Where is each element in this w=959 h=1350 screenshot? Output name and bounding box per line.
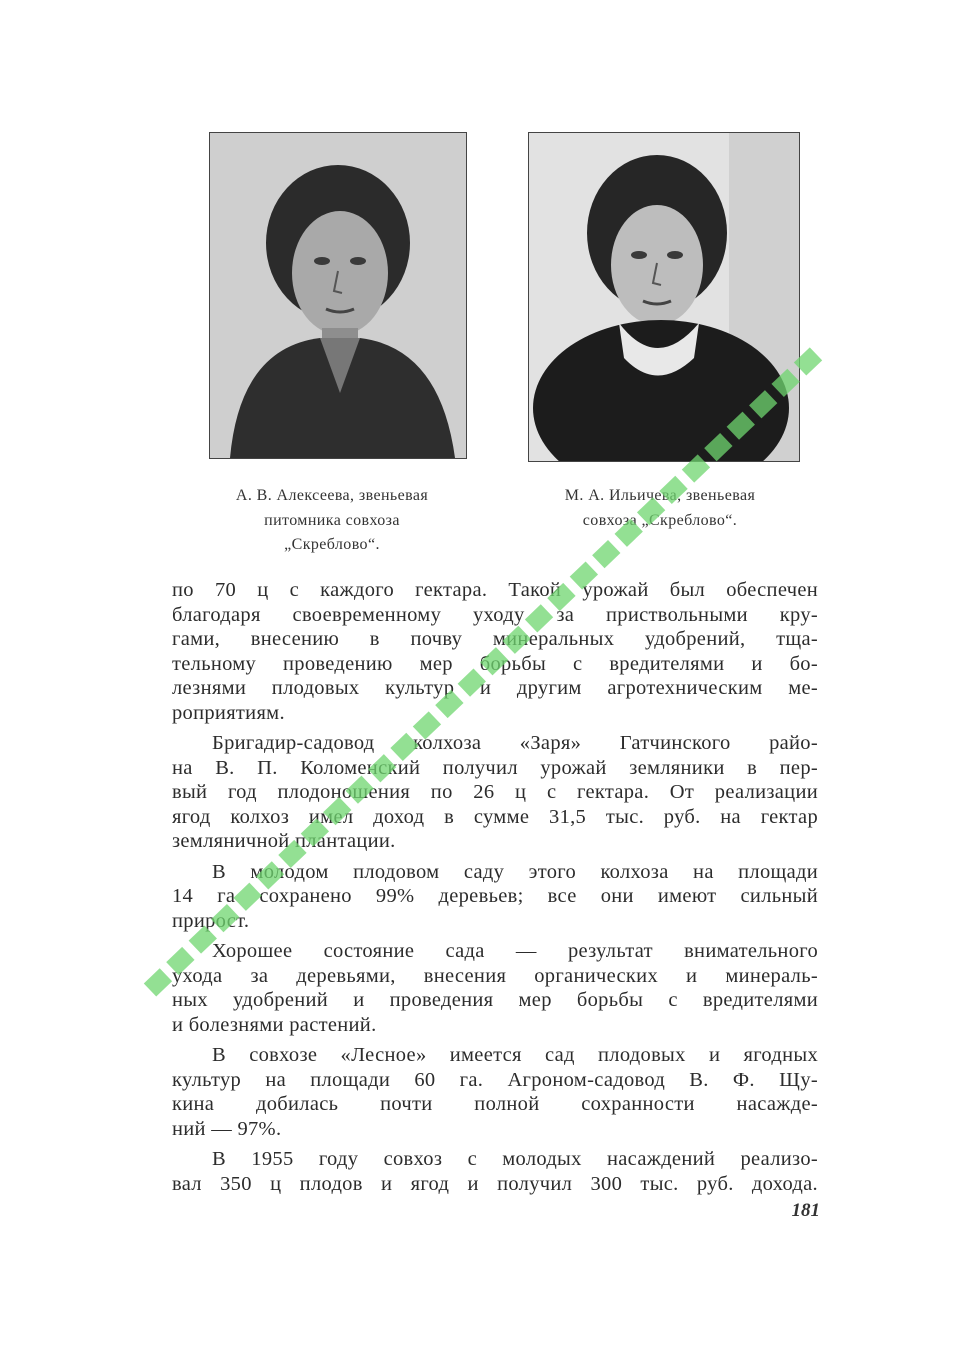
- caption-right-line-1: М. А. Ильичева, звеньевая: [564, 487, 756, 504]
- text-line: Бригадир-садовод колхоза «Заря» Гатчинского райо-: [212, 732, 818, 754]
- text-line: вый год плодоношения по 26 ц с гектара. От реализации: [172, 781, 818, 803]
- text-line: вал 350 ц плодов и ягод и получил 300 тыс. руб. дохода.: [172, 1172, 818, 1195]
- text-line: лезнями плодовых культур и другим агротехническим ме-: [172, 677, 818, 699]
- text-line: ний — 97%.: [172, 1117, 282, 1140]
- text-line: тельному проведению мер борьбы с вредителями и бо-: [172, 652, 818, 675]
- text-line: земляничной плантации.: [172, 830, 396, 852]
- paragraph-5: [172, 1043, 818, 1141]
- paragraph-6: [172, 1147, 818, 1196]
- paragraph-2: [172, 731, 818, 854]
- text-line: по 70 ц с каждого гектара. Такой урожай был обеспечен: [172, 579, 818, 601]
- caption-right-line-2: совхоза „Скреблово“.: [582, 511, 738, 529]
- text-line: В совхозе «Лесное» имеется сад плодовых и ягодных: [212, 1044, 818, 1066]
- text-line: благодаря своевременному уходу за приствольными кру-: [172, 603, 818, 626]
- caption-right: [520, 486, 800, 535]
- text-line: ухода за деревьями, внесения органических и минераль-: [172, 964, 818, 987]
- caption-left: [190, 486, 474, 560]
- paragraph-4: [172, 939, 818, 1037]
- text-line: В 1955 году совхоз с молодых насаждений реализо-: [212, 1148, 818, 1170]
- text-line: культур на площади 60 га. Агроном-садовод В. Ф. Щу-: [172, 1068, 818, 1091]
- caption-left-line-3: „Скреблово“.: [284, 536, 380, 553]
- text-line: 14 га сохранено 99% деревьев; все они имеют сильный: [172, 885, 818, 907]
- text-line: В молодом плодовом саду этого колхоза на площади: [212, 860, 818, 883]
- caption-left-line-1: А. В. Алексеева, звеньевая: [235, 487, 429, 504]
- caption-left-line-2: питомника совхоза: [264, 511, 400, 529]
- portrait-photo-alekseeva: [209, 132, 467, 459]
- text-line: Хорошее состояние сада — результат внимательного: [212, 940, 818, 962]
- paragraph-1: [172, 578, 818, 725]
- text-line: и болезнями растений.: [172, 1013, 377, 1036]
- body-text: [172, 578, 818, 1196]
- text-line: ягод колхоз имел доход в сумме 31,5 тыс. руб. на гектар: [172, 805, 818, 828]
- paragraph-3: [172, 860, 818, 934]
- text-line: роприятиям.: [172, 701, 285, 724]
- portrait-photo-ilyicheva: [528, 132, 800, 462]
- text-line: прирост.: [172, 909, 250, 932]
- text-line: на В. П. Коломенский получил урожай земляники в пер-: [172, 756, 818, 779]
- text-line: ных удобрений и проведения мер борьбы с вредителями: [172, 989, 818, 1011]
- text-line: кина добилась почти полной сохранности насажде-: [172, 1093, 818, 1115]
- page-number: 181: [791, 1200, 820, 1221]
- text-line: гами, внесению в почву минеральных удобрений, тща-: [172, 628, 818, 650]
